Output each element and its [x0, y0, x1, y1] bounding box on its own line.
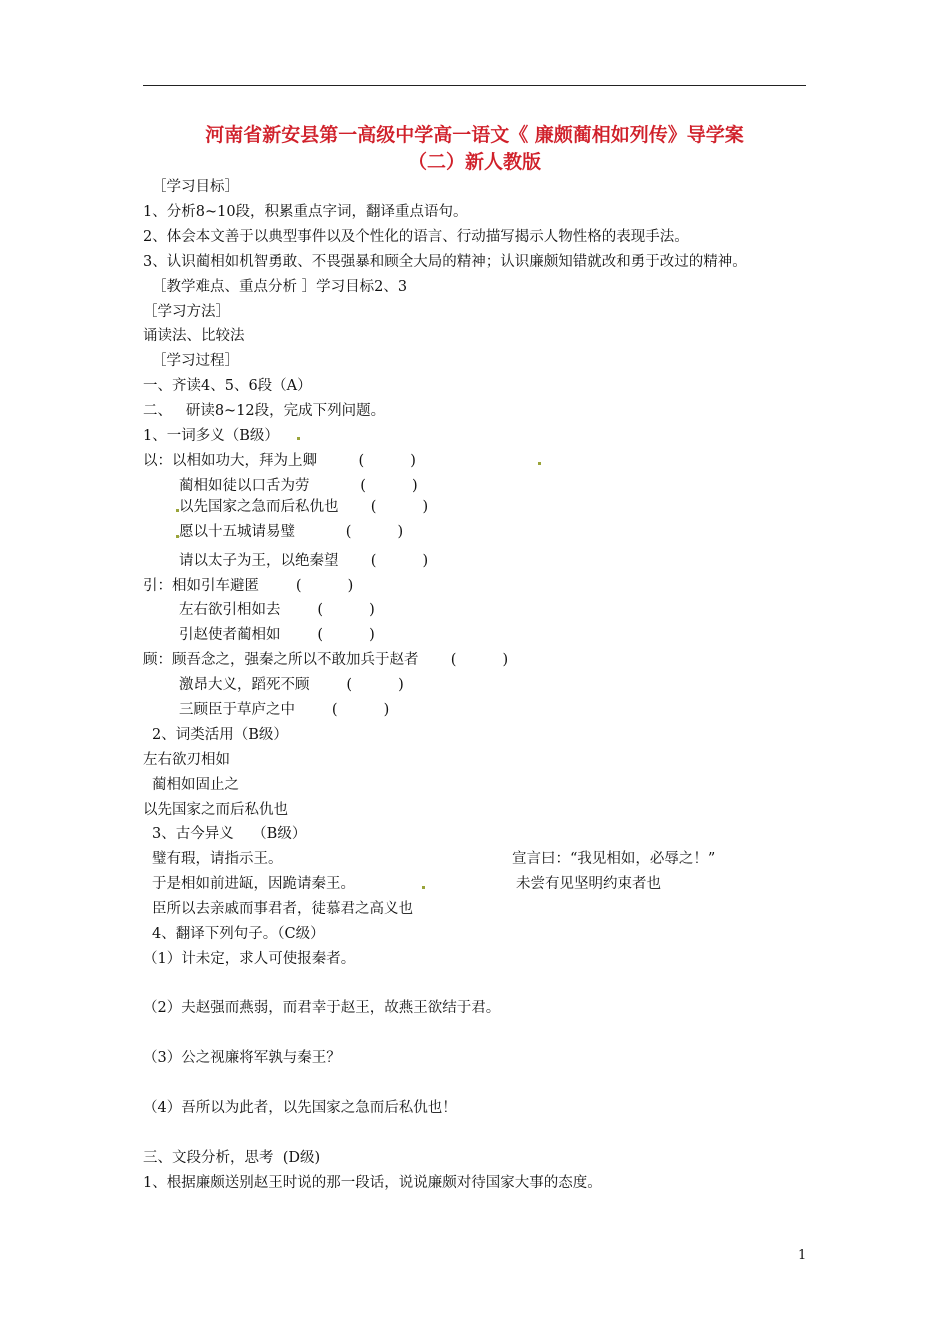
polysemy-item: 三顾臣于草庐之中 ( ) — [179, 702, 390, 718]
polysemy-item: 请以太子为王，以绝秦望 ( ) — [179, 553, 429, 569]
meaning-item: 宣言曰：“我见相如，必辱之！” — [512, 851, 716, 867]
goal-line: 2、体会本文善于以典型事件以及个性化的语言、行动描写揭示人物性格的表现手法。 — [143, 229, 689, 245]
scan-dot — [422, 886, 425, 889]
section-two: 二、 研读8~12段，完成下列问题。 — [143, 403, 386, 419]
section-three: 三、文段分析，思考 (D级) — [143, 1150, 321, 1166]
goal-line: 3、认识蔺相如机智勇敢、不畏强暴和顾全大局的精神；认识廉颇知错就改和勇于改过的精神。 — [143, 254, 747, 270]
polysemy-item: 引：相如引车避匿 ( ) — [143, 578, 354, 594]
polysemy-item: 以先国家之急而后私仇也 ( ) — [179, 499, 429, 515]
meaning-item: 未尝有见坚明约束者也 — [516, 876, 661, 892]
goal-line: 1、分析8~10段，积累重点字词，翻译重点语句。 — [143, 204, 468, 220]
polysemy-item: 顾：顾吾念之，强秦之所以不敢加兵于赵者 ( ) — [143, 652, 509, 668]
polysemy-item: 愿以十五城请易璧 ( ) — [179, 524, 404, 540]
meaning-item: 于是相如前进缻，因跪请秦王。 — [152, 876, 355, 892]
method-heading: ［学习方法］ — [143, 304, 230, 320]
scan-dot — [176, 509, 179, 512]
translation-item: （2）夫赵强而燕弱，而君幸于赵王，故燕王欲结于君。 — [143, 1000, 501, 1016]
meaning-item: 臣所以去亲戚而事君者，徒慕君之高义也 — [152, 901, 413, 917]
translation-item: （3）公之视廉将军孰与秦王？ — [143, 1050, 341, 1066]
scan-dot — [297, 437, 300, 440]
question-heading: 2、词类活用（B级） — [152, 727, 288, 743]
usage-item: 蔺相如固止之 — [152, 777, 239, 793]
process-heading: ［学习过程］ — [152, 353, 239, 369]
usage-item: 以先国家之而后私仇也 — [143, 802, 288, 818]
polysemy-item: 以：以相如功大，拜为上卿 ( ) — [143, 453, 416, 469]
document-title: 河南省新安县第一高级中学高一语文《 廉颇蔺相如列传》导学案 — [205, 124, 744, 146]
goals-heading: ［学习目标］ — [152, 179, 239, 195]
question-heading: 4、翻译下列句子。（C级） — [152, 926, 325, 942]
question-heading: 1、一词多义（B级） — [143, 428, 279, 444]
translation-item: （4）吾所以为此者，以先国家之急而后私仇也！ — [143, 1100, 457, 1116]
polysemy-item: 引赵使者蔺相如 ( ) — [179, 627, 375, 643]
scan-dot — [176, 535, 179, 538]
difficulty-line: ［教学难点、重点分析 ］学习目标2、3 — [152, 279, 408, 295]
polysemy-item: 蔺相如徒以口舌为劳 ( ) — [179, 478, 418, 494]
translation-item: （1）计未定，求人可使报秦者。 — [143, 951, 356, 967]
question-heading: 3、古今异义 （B级） — [152, 826, 307, 842]
header-rule — [143, 85, 806, 86]
document-subtitle: （二）新人教版 — [407, 151, 541, 173]
polysemy-item: 激昂大义，蹈死不顾 ( ) — [179, 677, 404, 693]
method-line: 诵读法、比较法 — [143, 328, 245, 344]
scan-dot — [538, 462, 541, 465]
meaning-item: 璧有瑕，请指示王。 — [152, 851, 283, 867]
analysis-item: 1、根据廉颇送别赵王时说的那一段话，说说廉颇对待国家大事的态度。 — [143, 1175, 602, 1191]
polysemy-item: 左右欲引相如去 ( ) — [179, 602, 375, 618]
usage-item: 左右欲刃相如 — [143, 752, 230, 768]
section-one: 一、齐读4、5、6段（A） — [143, 378, 312, 394]
page-number: 1 — [798, 1248, 807, 1263]
